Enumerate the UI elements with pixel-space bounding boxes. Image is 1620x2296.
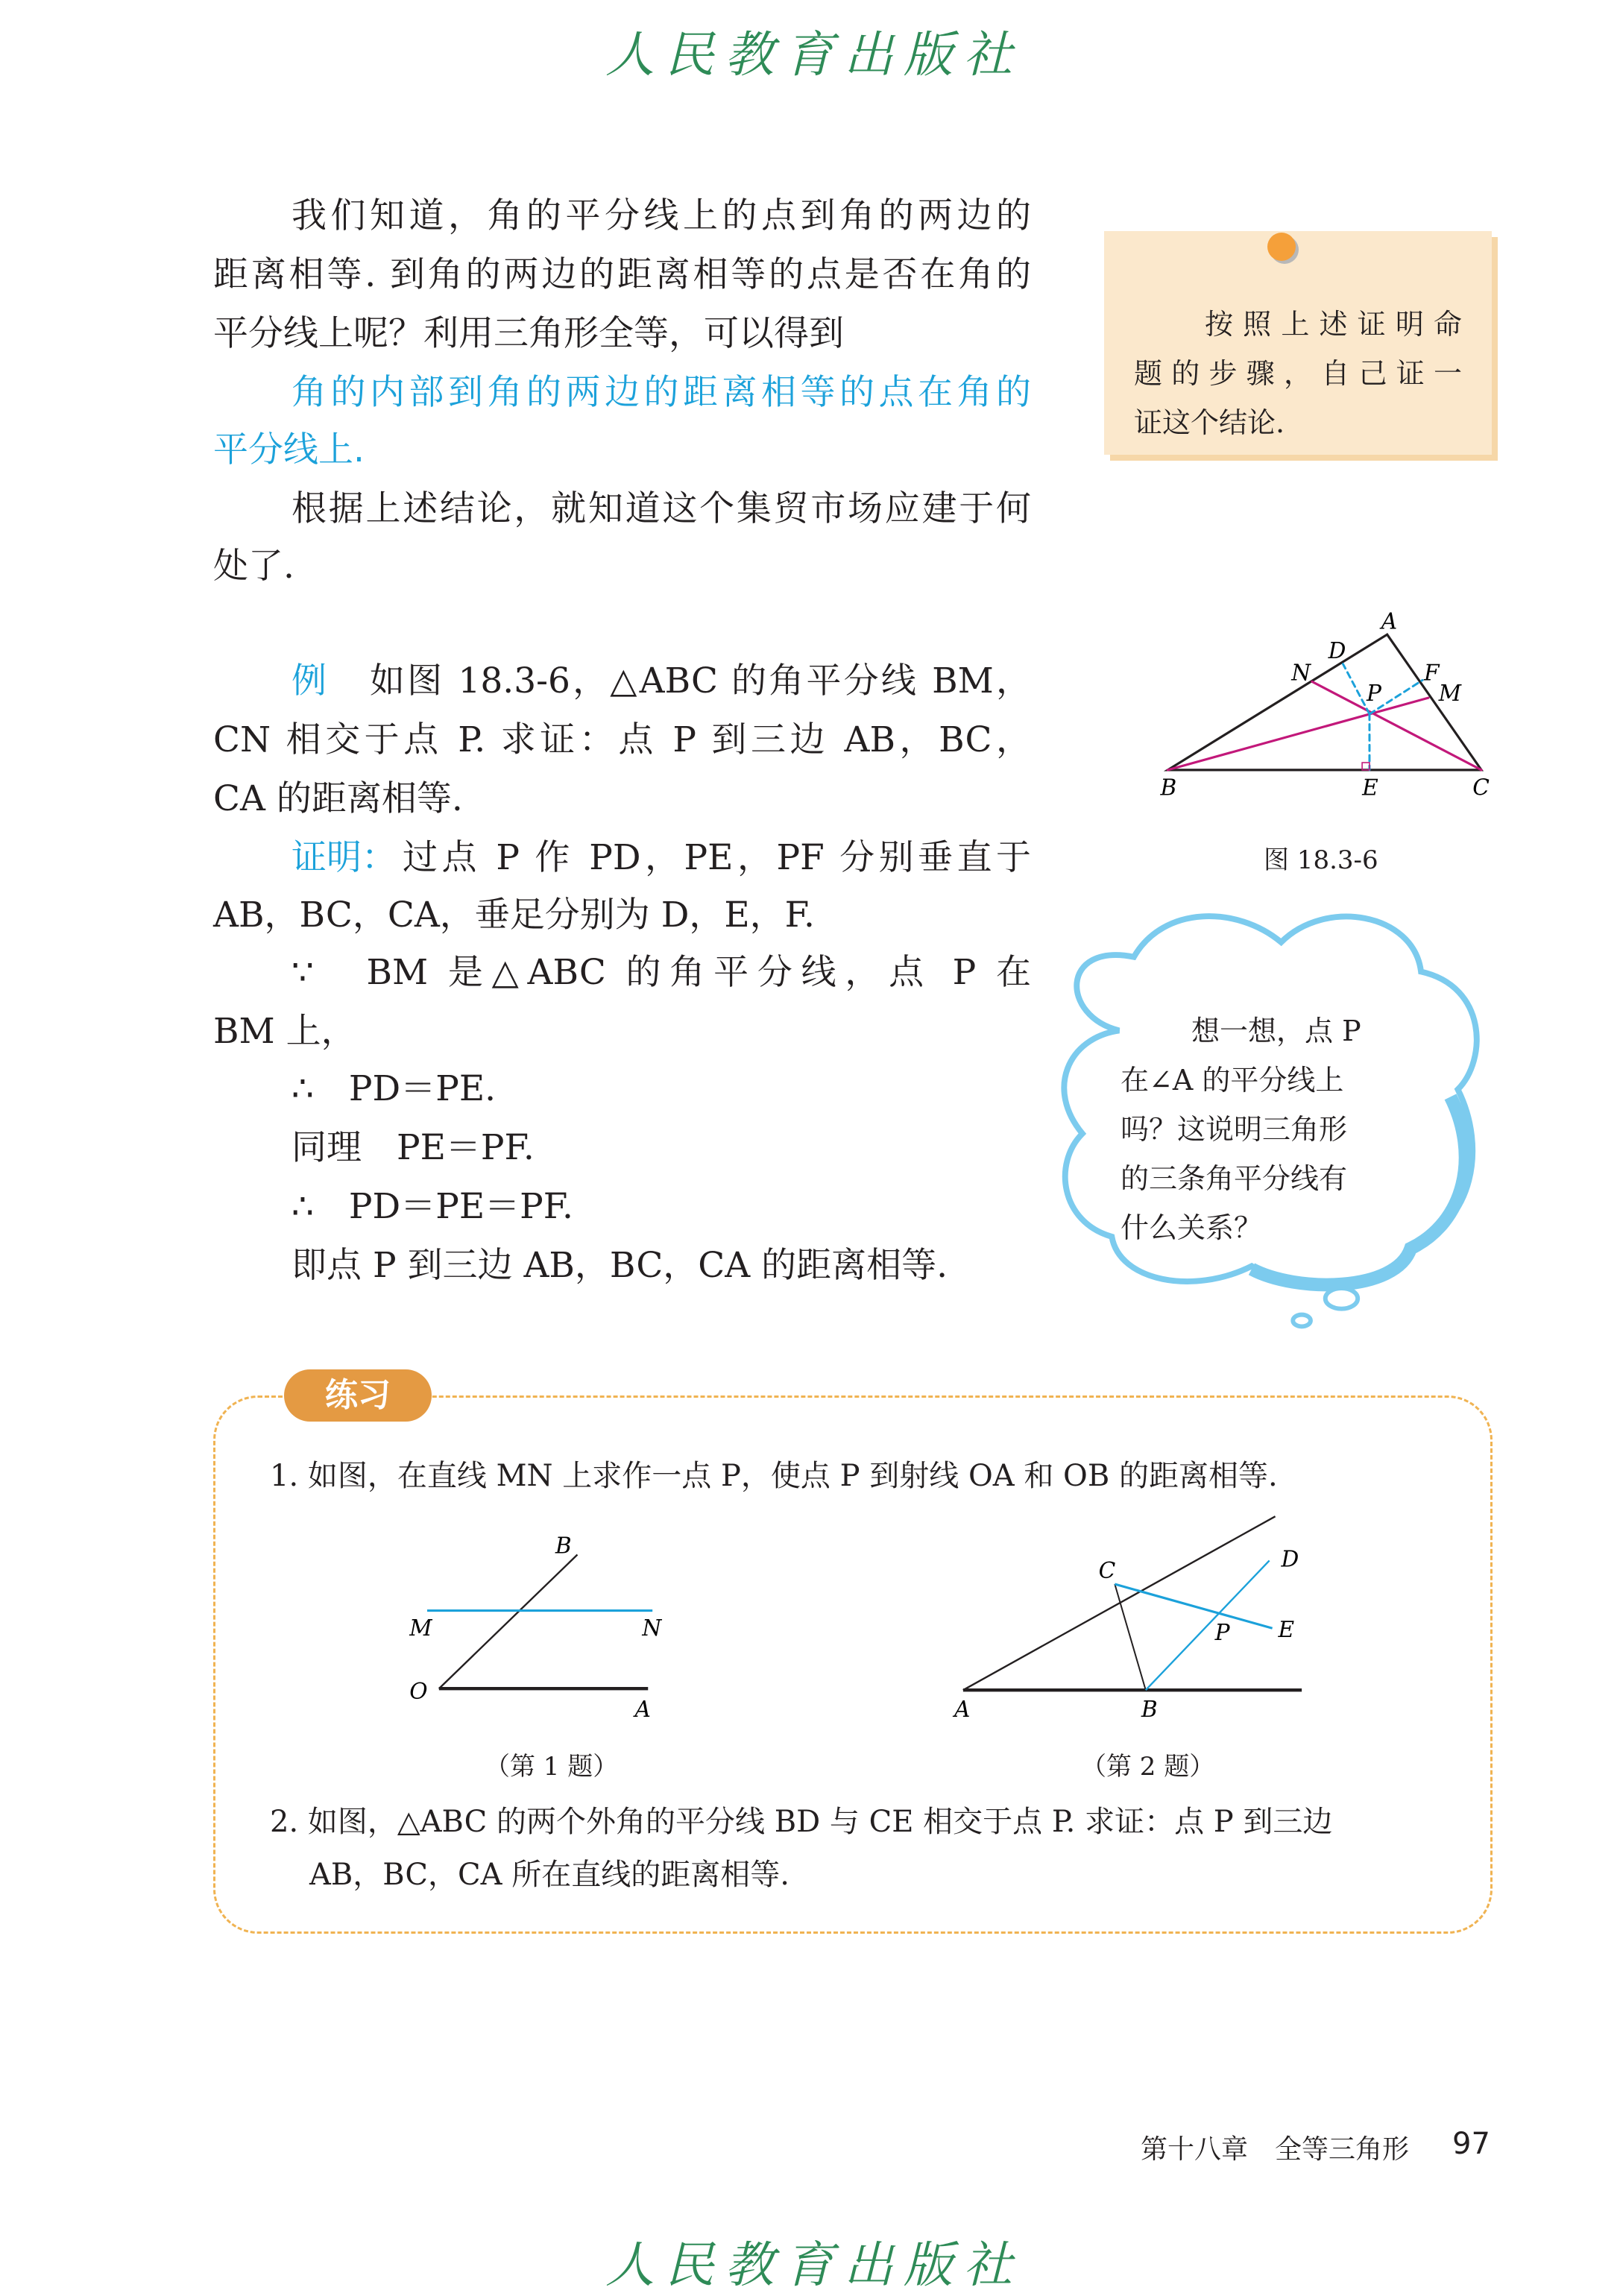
note-line: 按照上述证明命	[1205, 308, 1462, 341]
question-2: 2. 如图，△ABC 的两个外角的平分线 BD 与 CE 相交于点 P. 求证：点 P 到三边	[270, 1805, 1333, 1839]
question-1: 1. 如图，在直线 MN 上求作一点 P，使点 P 到射线 OA 和 OB 的距离相等.	[270, 1459, 1278, 1493]
question-2: AB，BC，CA 所在直线的距离相等.	[309, 1858, 789, 1892]
label-d: D	[1328, 637, 1346, 663]
bisector-bm	[1167, 698, 1428, 770]
label-e: E	[1362, 775, 1378, 801]
label-d: D	[1281, 1546, 1299, 1572]
thought-bubble	[1326, 1288, 1358, 1309]
chapter-title: 第十八章 全等三角形	[1141, 2134, 1410, 2165]
label-n: N	[1291, 660, 1311, 686]
proof-line: ∴ PD＝PE＝PF.	[291, 1186, 573, 1227]
publisher-logo-top: 人民教育出版社	[605, 26, 1023, 83]
label-b: B	[1160, 775, 1177, 801]
conclusion-line: 处了.	[213, 546, 294, 587]
thought-line: 什么关系？	[1121, 1211, 1263, 1244]
label-a: A	[1381, 608, 1398, 634]
proof-line: 即点 P 到三边 AB，BC，CA 的距离相等.	[291, 1245, 948, 1286]
perp-pd	[1343, 664, 1370, 714]
label-p: P	[1214, 1620, 1230, 1646]
triangle-abc	[1167, 634, 1481, 770]
thought-bubble	[1293, 1315, 1311, 1327]
note-line: 题的步骤，自己证一	[1134, 357, 1462, 390]
figure-caption: 图 18.3-6	[1264, 845, 1378, 875]
proof-label: 证明：	[291, 837, 397, 878]
proof-line: ∵ BM 是△ABC 的角平分线，点 P 在	[291, 952, 1031, 993]
proof-line: BM 上，	[213, 1011, 356, 1052]
proof-line: 过点 P 作 PD，PE，PF 分别垂直于	[403, 837, 1031, 878]
example-label: 例	[291, 660, 327, 701]
figure-2-caption: （第 2 题）	[1081, 1752, 1215, 1782]
page-number: 97	[1452, 2127, 1490, 2161]
figure-1-caption: （第 1 题）	[485, 1752, 619, 1782]
proof-line: AB，BC，CA，垂足分别为 D，E，F.	[213, 895, 815, 936]
example-line: CA 的距离相等.	[213, 778, 463, 819]
publisher-logo-bottom: 人民教育出版社	[605, 2236, 1023, 2294]
theorem-line: 角的内部到角的两边的距离相等的点在角的	[291, 372, 1031, 413]
proof-line: ∴ PD＝PE.	[291, 1068, 497, 1109]
practice-label: 练习	[284, 1369, 432, 1422]
label-b: B	[555, 1533, 572, 1559]
intro-line: 距离相等. 到角的两边的距离相等的点是否在角的	[213, 254, 1031, 295]
intro-line: 平分线上呢？利用三角形全等，可以得到	[213, 313, 844, 354]
thought-line: 的三条角平分线有	[1121, 1162, 1348, 1195]
label-a: A	[954, 1696, 971, 1722]
label-e: E	[1278, 1617, 1295, 1643]
label-f: F	[1424, 660, 1440, 686]
label-a: A	[634, 1696, 651, 1722]
thought-line: 想一想，点 P	[1191, 1015, 1361, 1047]
label-n: N	[642, 1615, 662, 1641]
note-line: 证这个结论.	[1134, 406, 1285, 439]
theorem-line: 平分线上.	[213, 429, 365, 470]
intro-line: 我们知道，角的平分线上的点到角的两边的	[291, 195, 1031, 236]
thought-line: 吗？这说明三角形	[1121, 1113, 1348, 1146]
label-o: O	[409, 1679, 428, 1705]
figure-18-3-6	[1160, 608, 1490, 800]
label-c: C	[1098, 1558, 1116, 1584]
label-b: B	[1141, 1696, 1158, 1722]
label-m: M	[409, 1615, 432, 1641]
label-m: M	[1438, 681, 1462, 707]
thought-line: 在∠A 的平分线上	[1121, 1064, 1344, 1097]
example-line: 如图 18.3-6，△ABC 的角平分线 BM，	[370, 660, 1031, 701]
example-line: CN 相交于点 P. 求证：点 P 到三边 AB，BC，	[213, 719, 1031, 760]
label-p: P	[1367, 681, 1381, 707]
label-c: C	[1472, 775, 1490, 801]
proof-line: 同理 PE＝PF.	[291, 1127, 535, 1168]
conclusion-line: 根据上述结论，就知道这个集贸市场应建于何	[291, 488, 1031, 529]
